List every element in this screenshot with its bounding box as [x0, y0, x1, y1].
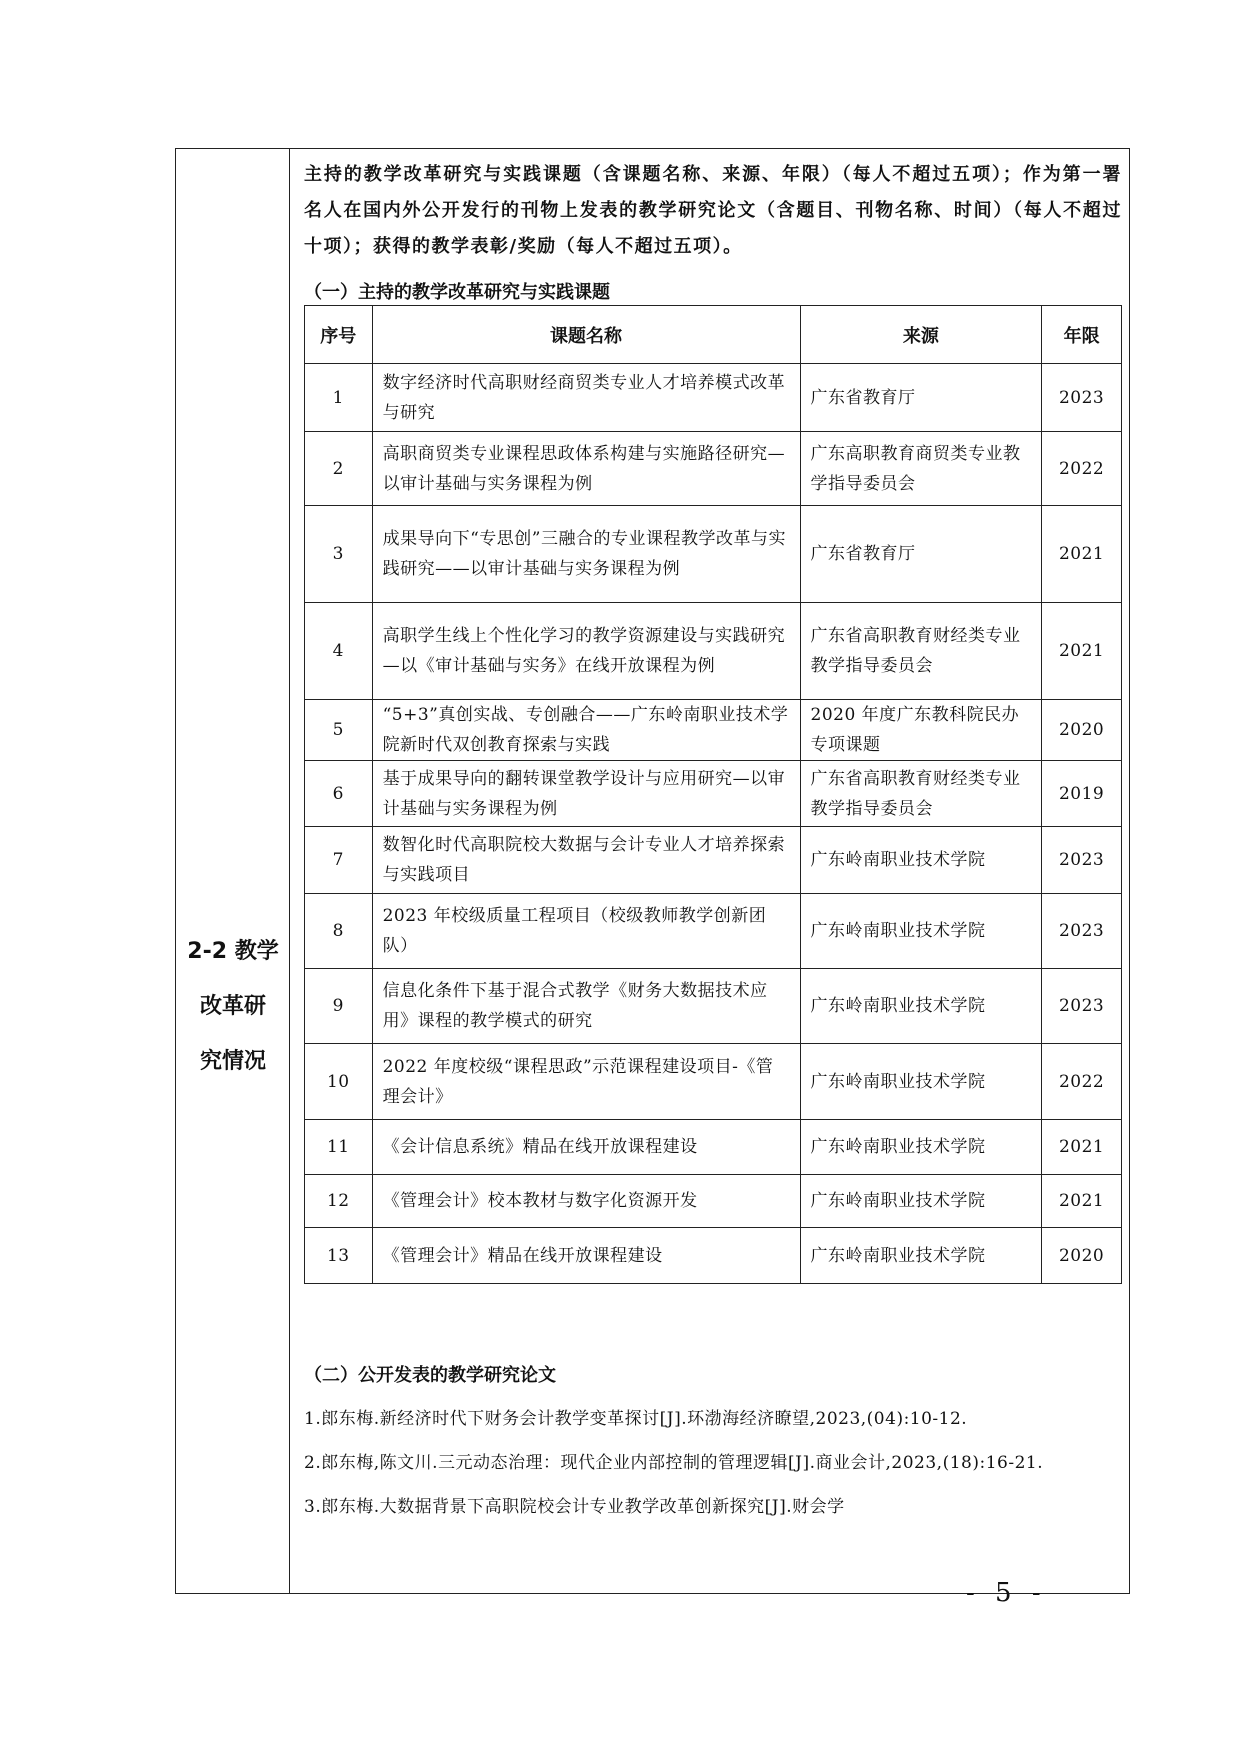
project-year: 2023	[1042, 894, 1122, 969]
project-source: 广东省教育厅	[800, 506, 1042, 603]
project-name: 2022 年度校级“课程思政”示范课程建设项目-《管理会计》	[372, 1044, 800, 1120]
row-number: 13	[305, 1228, 373, 1284]
project-name: 成果导向下“专思创”三融合的专业课程教学改革与实践研究——以审计基础与实务课程为例	[372, 506, 800, 603]
project-year: 2023	[1042, 969, 1122, 1044]
project-year: 2020	[1042, 1228, 1122, 1284]
row-number: 5	[305, 700, 373, 761]
table-row	[305, 1044, 1122, 1120]
table-row	[305, 432, 1122, 506]
paper-item: 2.郎东梅,陈文川.三元动态治理：现代企业内部控制的管理逻辑[J].商业会计,2023,(18):16-21.	[304, 1453, 1044, 1473]
project-source: 广东岭南职业技术学院	[800, 894, 1042, 969]
project-source: 广东岭南职业技术学院	[800, 1044, 1042, 1120]
project-source: 广东岭南职业技术学院	[800, 1228, 1042, 1284]
projects-heading: （一）主持的教学改革研究与实践课题	[304, 282, 610, 303]
project-year: 2023	[1042, 364, 1122, 432]
row-number: 12	[305, 1175, 373, 1228]
project-name: 数智化时代高职院校大数据与会计专业人才培养探索与实践项目	[372, 827, 800, 894]
project-year: 2022	[1042, 432, 1122, 506]
table-row	[305, 894, 1122, 969]
project-year: 2021	[1042, 1175, 1122, 1228]
project-source: 广东省教育厅	[800, 364, 1042, 432]
table-row	[305, 1120, 1122, 1175]
table-row	[305, 506, 1122, 603]
project-year: 2019	[1042, 761, 1122, 827]
project-name: “5+3”真创实战、专创融合——广东岭南职业技术学院新时代双创教育探索与实践	[372, 700, 800, 761]
table-row	[305, 603, 1122, 700]
section-content	[304, 149, 1122, 1517]
project-source: 广东省高职教育财经类专业教学指导委员会	[800, 761, 1042, 827]
row-number: 3	[305, 506, 373, 603]
page-number: - 5 -	[966, 1578, 1047, 1608]
project-year: 2021	[1042, 603, 1122, 700]
instructions-text: 主持的教学改革研究与实践课题（含课题名称、来源、年限）（每人不超过五项）；作为第一署名人在国内外公开发行的刊物上发表的教学研究论文（含题目、刊物名称、时间）（每人不超过十项）；获得的教学表彰/奖励（每人不超过五项）。	[304, 164, 1122, 257]
project-name: 高职学生线上个性化学习的教学资源建设与实践研究—以《审计基础与实务》在线开放课程为例	[372, 603, 800, 700]
project-name: 信息化条件下基于混合式教学《财务大数据技术应用》课程的教学模式的研究	[372, 969, 800, 1044]
project-year: 2021	[1042, 506, 1122, 603]
project-source: 广东省高职教育财经类专业教学指导委员会	[800, 603, 1042, 700]
project-name: 基于成果导向的翻转课堂教学设计与应用研究—以审计基础与实务课程为例	[372, 761, 800, 827]
project-name: 2023 年校级质量工程项目（校级教师教学创新团队）	[372, 894, 800, 969]
table-row	[305, 827, 1122, 894]
project-source: 广东岭南职业技术学院	[800, 1175, 1042, 1228]
section-label-line: 改革研	[199, 994, 266, 1019]
row-number: 6	[305, 761, 373, 827]
table-row	[305, 700, 1122, 761]
row-number: 8	[305, 894, 373, 969]
project-name: 《会计信息系统》精品在线开放课程建设	[372, 1120, 800, 1175]
row-number: 7	[305, 827, 373, 894]
paper-item: 3.郎东梅.大数据背景下高职院校会计专业教学改革创新探究[J].财会学	[304, 1497, 845, 1517]
table-row	[305, 1228, 1122, 1284]
papers-heading: （二）公开发表的教学研究论文	[304, 1365, 556, 1386]
project-source: 广东高职教育商贸类专业教学指导委员会	[800, 432, 1042, 506]
project-year: 2020	[1042, 700, 1122, 761]
column-header-source: 来源	[800, 306, 1042, 364]
projects-table	[304, 305, 1122, 1284]
project-source: 2020 年度广东教科院民办专项课题	[800, 700, 1042, 761]
project-source: 广东岭南职业技术学院	[800, 1120, 1042, 1175]
project-name: 《管理会计》校本教材与数字化资源开发	[372, 1175, 800, 1228]
project-source: 广东岭南职业技术学院	[800, 827, 1042, 894]
row-number: 9	[305, 969, 373, 1044]
table-row	[305, 761, 1122, 827]
papers-list	[304, 1397, 1122, 1529]
section-label-line: 究情况	[199, 1049, 266, 1074]
table-header-row	[305, 306, 1122, 364]
row-number: 2	[305, 432, 373, 506]
row-number: 1	[305, 364, 373, 432]
project-year: 2023	[1042, 827, 1122, 894]
table-row	[305, 969, 1122, 1044]
row-number: 4	[305, 603, 373, 700]
table-row	[305, 364, 1122, 432]
section-label-line: 2-2 教学	[187, 939, 279, 964]
project-year: 2021	[1042, 1120, 1122, 1175]
row-number: 11	[305, 1120, 373, 1175]
section-label	[176, 924, 290, 1089]
row-number: 10	[305, 1044, 373, 1120]
project-name: 数字经济时代高职财经商贸类专业人才培养模式改革与研究	[372, 364, 800, 432]
paper-item: 1.郎东梅.新经济时代下财务会计教学变革探讨[J].环渤海经济瞭望,2023,(04):10-12.	[304, 1409, 968, 1429]
project-name: 高职商贸类专业课程思政体系构建与实施路径研究—以审计基础与实务课程为例	[372, 432, 800, 506]
table-row	[305, 1175, 1122, 1228]
column-header-name: 课题名称	[372, 306, 800, 364]
project-name: 《管理会计》精品在线开放课程建设	[372, 1228, 800, 1284]
section-label-cell	[176, 149, 290, 1593]
project-year: 2022	[1042, 1044, 1122, 1120]
form-frame	[175, 148, 1130, 1594]
project-source: 广东岭南职业技术学院	[800, 969, 1042, 1044]
column-header-number: 序号	[305, 306, 373, 364]
column-header-year: 年限	[1042, 306, 1122, 364]
